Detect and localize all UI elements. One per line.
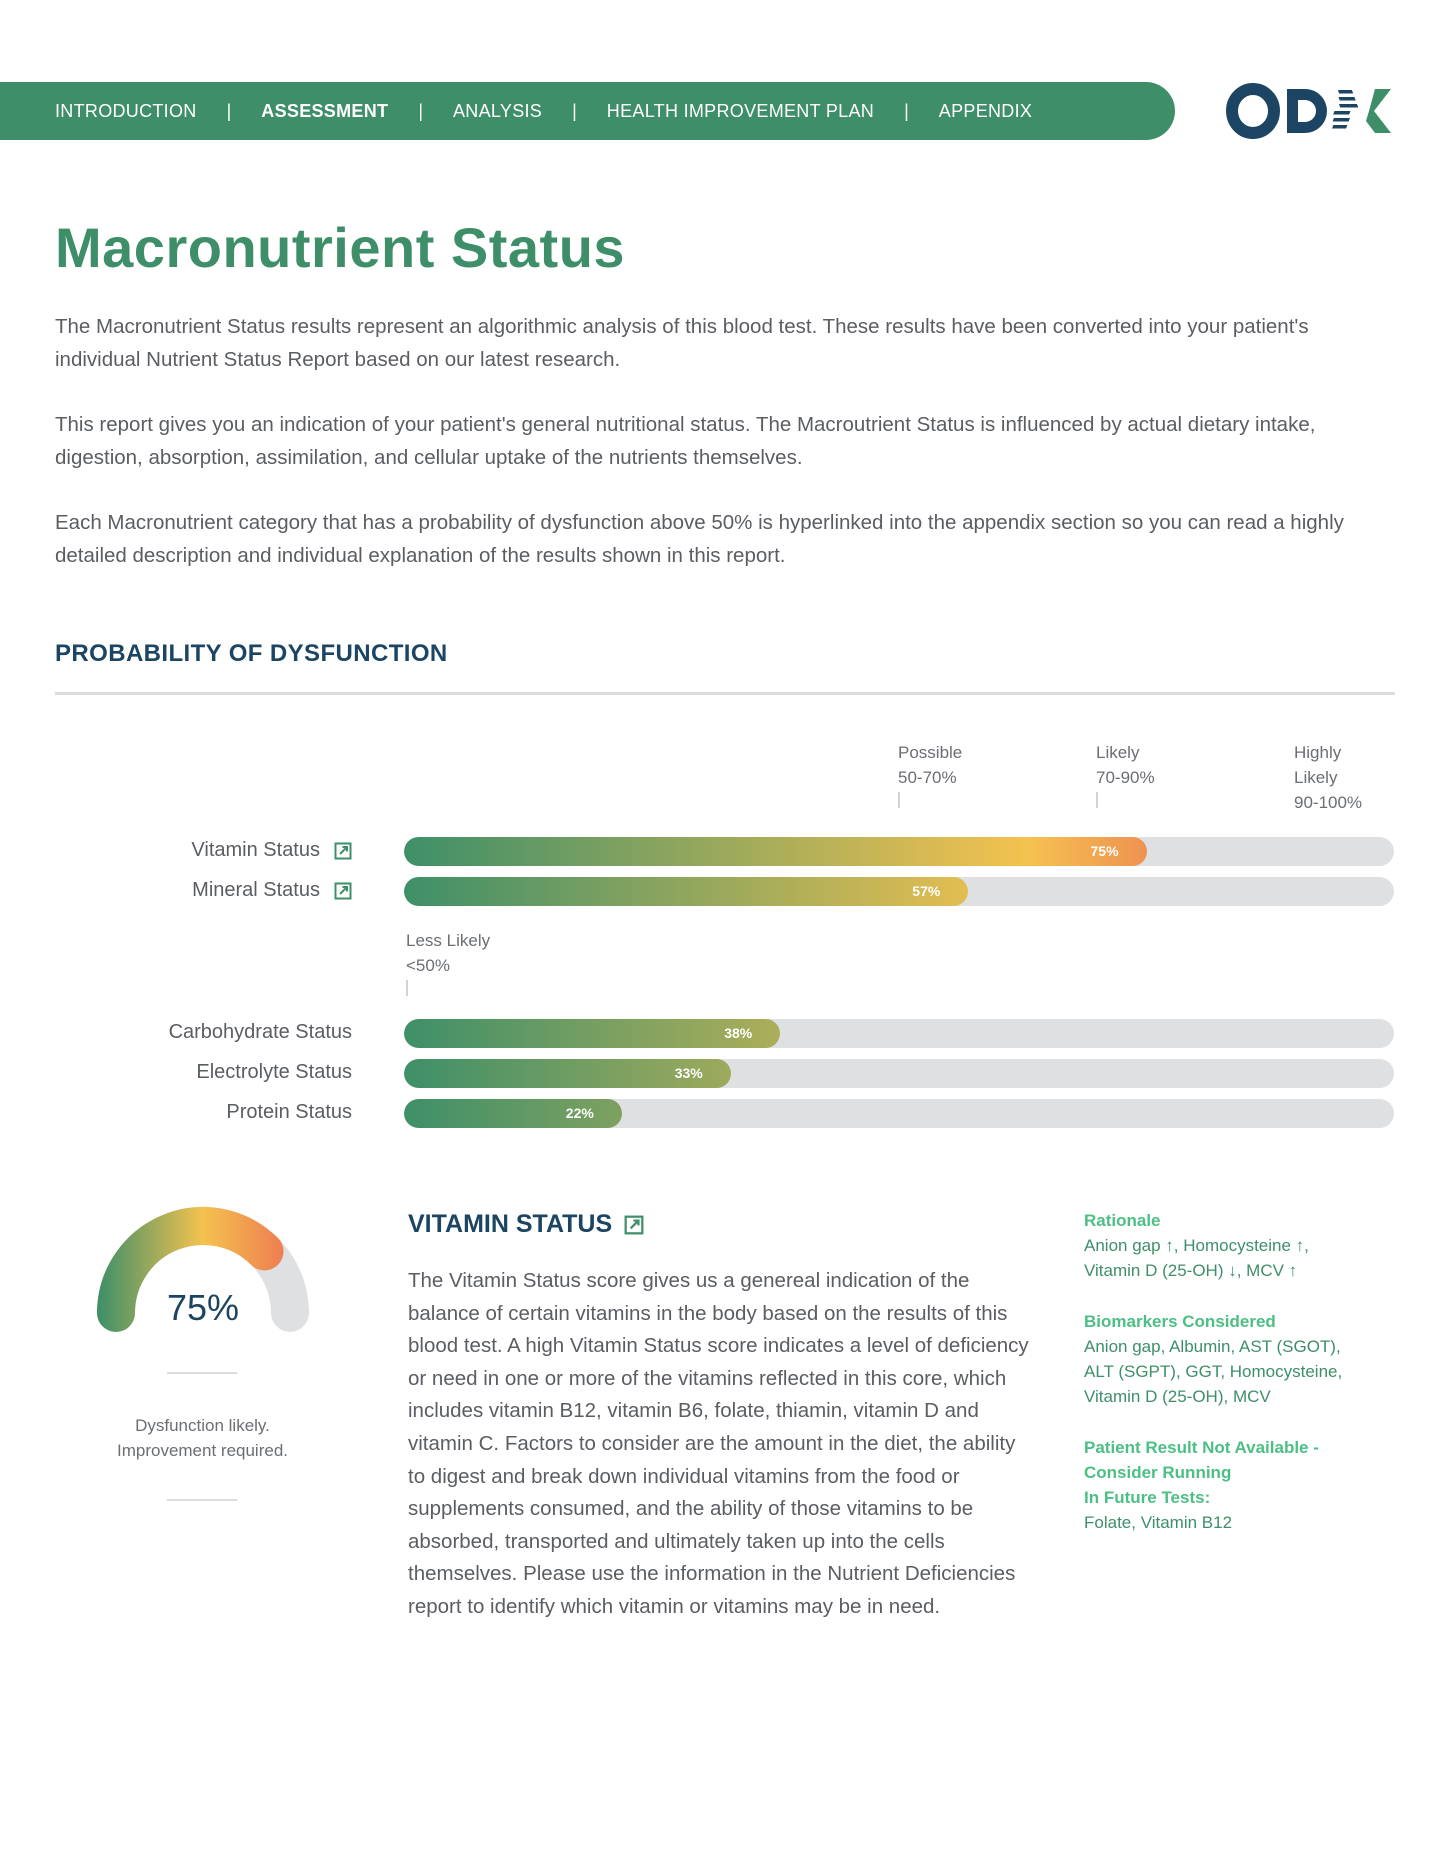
odx-logo (1225, 82, 1395, 140)
bar-label-mineral[interactable] (192, 879, 352, 902)
zone-tick-0 (406, 980, 408, 996)
bar-track (404, 1059, 1394, 1088)
biomarkers-text (1084, 1334, 1404, 1409)
bar-label-text: Carbohydrate Status (168, 1021, 352, 1043)
rationale-heading: Rationale (1084, 1211, 1161, 1230)
probability-heading: PROBABILITY OF DYSFUNCTION (55, 640, 448, 667)
intro-text (55, 310, 1375, 604)
gauge-caption-line: Dysfunction likely. (135, 1416, 270, 1435)
unavailable-heading-line: Consider Running (1084, 1463, 1232, 1482)
bar-value-label: 75% (1090, 843, 1119, 859)
nav-analysis[interactable]: ANALYSIS (453, 100, 543, 121)
rationale-text (1084, 1233, 1404, 1283)
page-title: Macronutrient Status (55, 216, 626, 279)
detail-body: The Vitamin Status score gives us a genereal indication of the balance of certain vitamins in the body based on the results of this blood test. A high Vitamin Status score indicates a level of deficiency or need in one or more of the vitamins reflected in this core, which includes vitamin B12, vitamin B6, folate, thiamin, vitamin D and vitamin C. Factors to consider are the amount in the diet, the ability to digest and break down individual vitamins from the food or supplements consumed, and the ability of those vitamins to be absorbed, transported and ultimately taken up into the cells themselves. Please use the information in the Nutrient Deficiencies report to identify which vitamin or vitamins may be in need. (408, 1269, 1029, 1618)
nav-separator: | (904, 100, 909, 121)
bar-track (404, 1019, 1394, 1048)
bar-value-label: 33% (674, 1065, 703, 1081)
intro-paragraph: This report gives you an indication of your patient's general nutritional status. The Macroutrient Status is influenced by actual dietary intake, digestion, absorption, assimilation, and cellular uptake of the nutrients themselves. (55, 413, 1316, 469)
bar-label-text: Electrolyte Status (196, 1061, 352, 1083)
zone-name: Less Likely (406, 931, 491, 950)
zone-name: Likely (1096, 743, 1140, 762)
zone-tick-50 (898, 792, 900, 808)
gauge-divider (167, 1372, 237, 1374)
rationale-panel (1084, 1208, 1404, 1561)
zone-range: <50% (406, 956, 450, 975)
nav-introduction[interactable]: INTRODUCTION (55, 100, 197, 121)
external-link-icon[interactable] (334, 842, 352, 860)
zone-range: 50-70% (898, 768, 957, 787)
unavailable-heading-line: In Future Tests: (1084, 1488, 1211, 1507)
bar-value-label: 22% (565, 1105, 594, 1121)
intro-paragraph: The Macronutrient Status results represent an algorithmic analysis of this blood test. These results have been converted into your patient's individual Nutrient Status Report based on our latest research. (55, 315, 1309, 371)
biomarkers-line: ALT (SGPT), GGT, Homocysteine, (1084, 1362, 1343, 1381)
bar-label-text: Protein Status (226, 1101, 352, 1123)
zone-range: 90-100% (1294, 793, 1363, 812)
nav-appendix[interactable]: APPENDIX (938, 100, 1033, 121)
zone-name: Highly (1294, 743, 1342, 762)
unavailable-text: Folate, Vitamin B12 (1084, 1513, 1233, 1532)
gauge-caption (60, 1413, 345, 1463)
detail-title[interactable] (408, 1210, 644, 1239)
zone-name: Possible (898, 743, 963, 762)
bar-track (404, 837, 1394, 866)
zone-label-possible (898, 740, 962, 790)
zone-tick-70 (1096, 792, 1098, 808)
vitamin-gauge (88, 1205, 318, 1365)
nav-separator: | (572, 100, 577, 121)
bar-label-electrolyte (196, 1061, 352, 1084)
bar-value-label: 38% (724, 1025, 753, 1041)
unavailable-heading (1084, 1435, 1404, 1510)
nav-health-improvement-plan[interactable]: HEALTH IMPROVEMENT PLAN (606, 100, 875, 121)
detail-title-text: VITAMIN STATUS (408, 1210, 613, 1238)
nav-assessment[interactable]: ASSESSMENT (261, 100, 389, 121)
bar-label-protein (226, 1101, 352, 1124)
intro-paragraph: Each Macronutrient category that has a probability of dysfunction above 50% is hyperlinked into the appendix section so you can read a highly detailed description and individual explanation of the results shown in this report. (55, 511, 1344, 567)
section-divider (55, 692, 1395, 695)
unavailable-heading-line: Patient Result Not Available - (1084, 1438, 1319, 1457)
bar-mineral-status[interactable] (404, 877, 968, 906)
zone-name: Likely (1294, 768, 1338, 787)
gauge-divider (167, 1499, 237, 1501)
rationale-line: Anion gap ↑, Homocysteine ↑, (1084, 1236, 1309, 1255)
rationale-line: Vitamin D (25-OH) ↓, MCV ↑ (1084, 1261, 1298, 1280)
nav-separator: | (226, 100, 232, 121)
section-nav (0, 82, 1175, 140)
gauge-value: 75% (166, 1287, 240, 1328)
biomarkers-line: Anion gap, Albumin, AST (SGOT), (1084, 1337, 1341, 1356)
bar-label-vitamin[interactable] (191, 839, 352, 862)
bar-label-text: Mineral Status (192, 879, 320, 901)
bar-value-label: 57% (912, 883, 941, 899)
bar-label-carbohydrate (169, 1021, 352, 1044)
zone-range: 70-90% (1096, 768, 1155, 787)
zone-label-likely (1096, 740, 1155, 790)
gauge-caption-line: Improvement required. (116, 1441, 289, 1460)
zone-label-highly-likely (1294, 740, 1362, 815)
external-link-icon[interactable] (334, 882, 352, 900)
bar-track (404, 1099, 1394, 1128)
external-link-icon[interactable] (624, 1215, 644, 1235)
biomarkers-line: Vitamin D (25-OH), MCV (1084, 1387, 1271, 1406)
nav-separator: | (418, 100, 423, 121)
biomarkers-heading: Biomarkers Considered (1084, 1312, 1276, 1331)
zone-label-less-likely (406, 928, 490, 978)
bar-track (404, 877, 1394, 906)
bar-vitamin-status[interactable] (404, 837, 1147, 866)
bar-label-text: Vitamin Status (191, 839, 320, 861)
